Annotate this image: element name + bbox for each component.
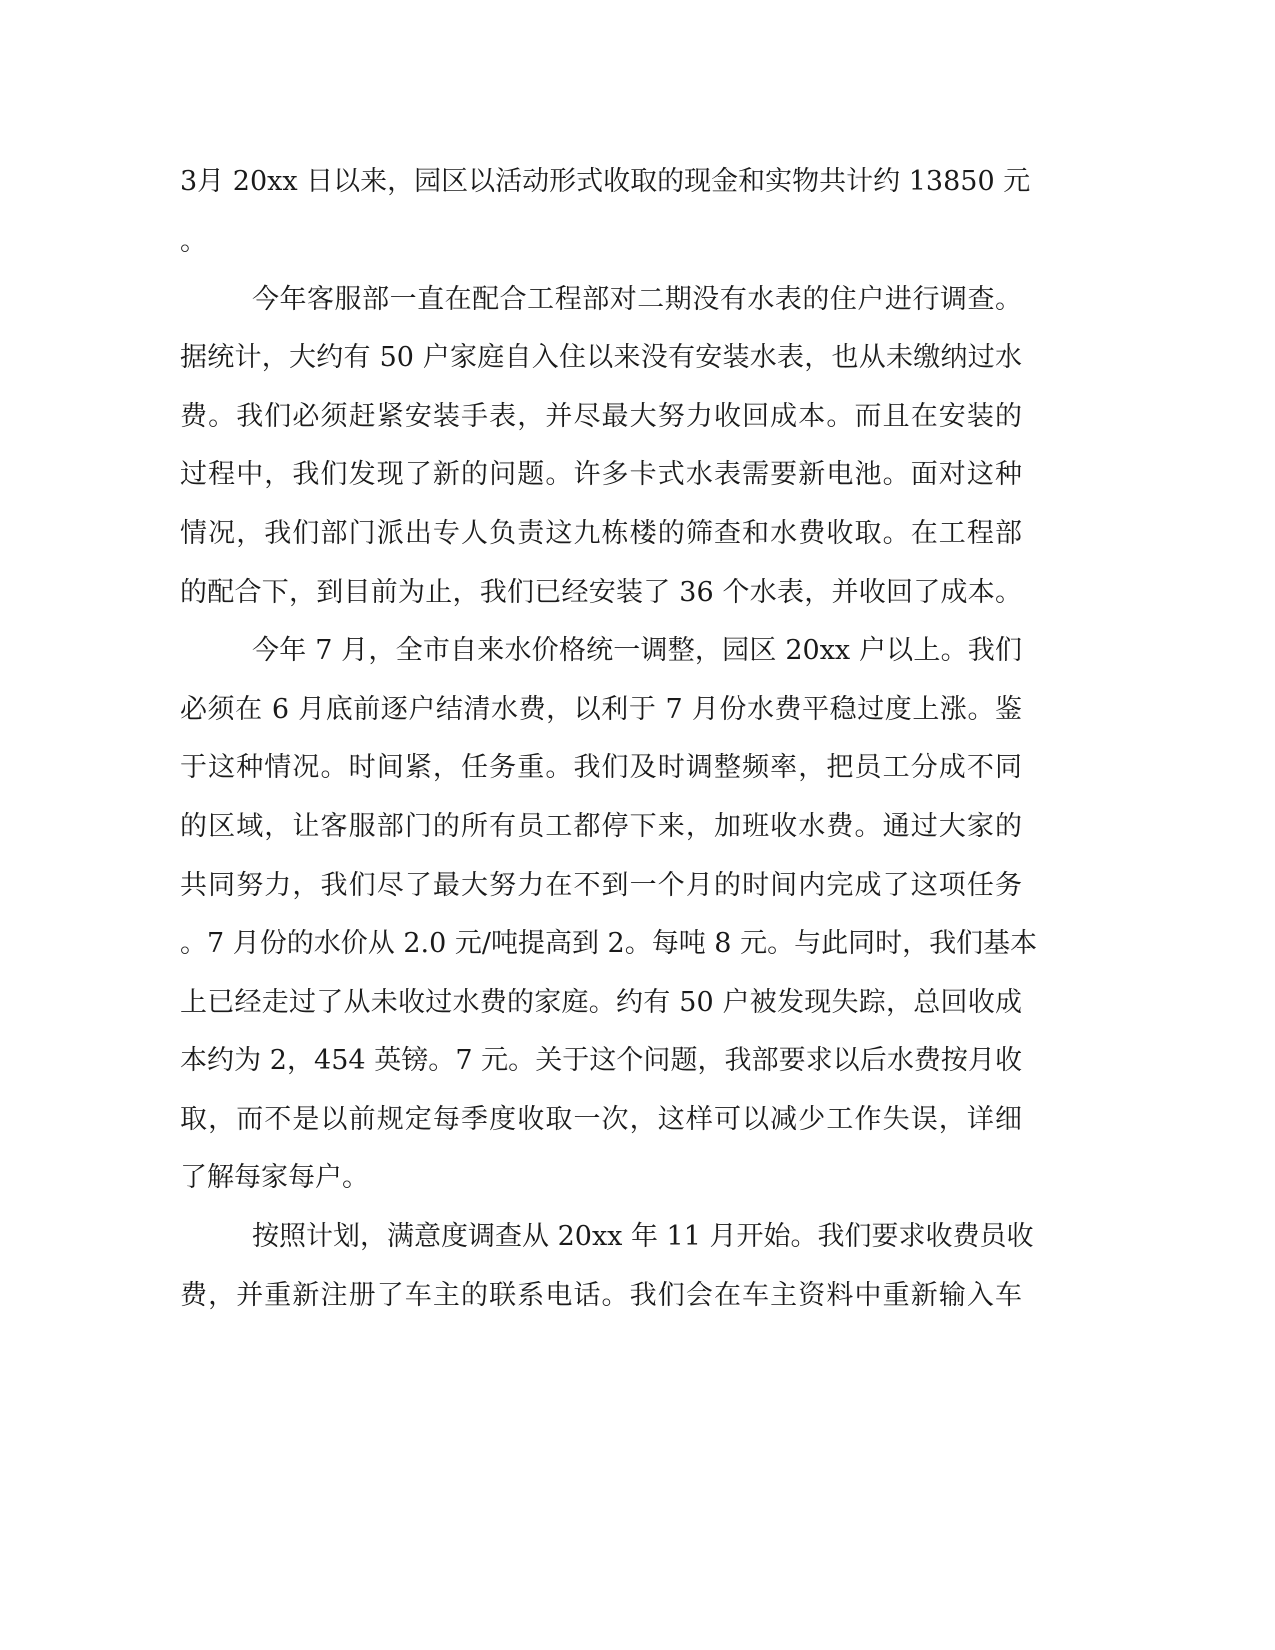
paragraph-1-line-1: 3月 20xx 日以来，园区以活动形式收取的现金和实物共计约 13850 元	[180, 166, 1031, 197]
paragraph-2-line-4: 过程中，我们发现了新的问题。许多卡式水表需要新电池。面对这种	[180, 459, 1022, 490]
paragraph-3-line-4: 的区域，让客服部门的所有员工都停下来，加班收水费。通过大家的	[180, 811, 1022, 842]
paragraph-3-line-2: 必须在 6 月底前逐户结清水费，以利于 7 月份水费平稳过度上涨。鉴	[180, 694, 1022, 725]
paragraph-3-line-6: 。7 月份的水价从 2.0 元/吨提高到 2。每吨 8 元。与此同时，我们基本	[180, 928, 1038, 959]
paragraph-3-line-1: 今年 7 月，全市自来水价格统一调整，园区 20xx 户以上。我们	[252, 635, 1022, 666]
paragraph-1-line-2: 。	[180, 226, 207, 257]
paragraph-4-line-2: 费，并重新注册了车主的联系电话。我们会在车主资料中重新输入车	[180, 1280, 1022, 1311]
paragraph-2-line-2: 据统计，大约有 50 户家庭自入住以来没有安装水表，也从未缴纳过水	[180, 342, 1022, 373]
paragraph-3-line-10: 了解每家每户。	[180, 1162, 369, 1193]
paragraph-2-line-3: 费。我们必须赶紧安装手表，并尽最大努力收回成本。而且在安装的	[180, 401, 1022, 432]
paragraph-3-line-9: 取，而不是以前规定每季度收取一次，这样可以减少工作失误，详细	[180, 1104, 1022, 1135]
paragraph-4-line-1: 按照计划，满意度调查从 20xx 年 11 月开始。我们要求收费员收	[252, 1221, 1034, 1252]
paragraph-3-line-3: 于这种情况。时间紧，任务重。我们及时调整频率，把员工分成不同	[180, 752, 1022, 783]
paragraph-3-line-7: 上已经走过了从未收过水费的家庭。约有 50 户被发现失踪，总回收成	[180, 987, 1022, 1018]
paragraph-3-line-8: 本约为 2，454 英镑。7 元。关于这个问题，我部要求以后水费按月收	[180, 1045, 1022, 1076]
paragraph-2-line-6: 的配合下，到目前为止，我们已经安装了 36 个水表，并收回了成本。	[180, 577, 1022, 608]
paragraph-3-line-5: 共同努力，我们尽了最大努力在不到一个月的时间内完成了这项任务	[180, 870, 1022, 901]
paragraph-2-line-1: 今年客服部一直在配合工程部对二期没有水表的住户进行调查。	[252, 284, 1022, 315]
paragraph-2-line-5: 情况，我们部门派出专人负责这九栋楼的筛查和水费收取。在工程部	[180, 518, 1022, 549]
